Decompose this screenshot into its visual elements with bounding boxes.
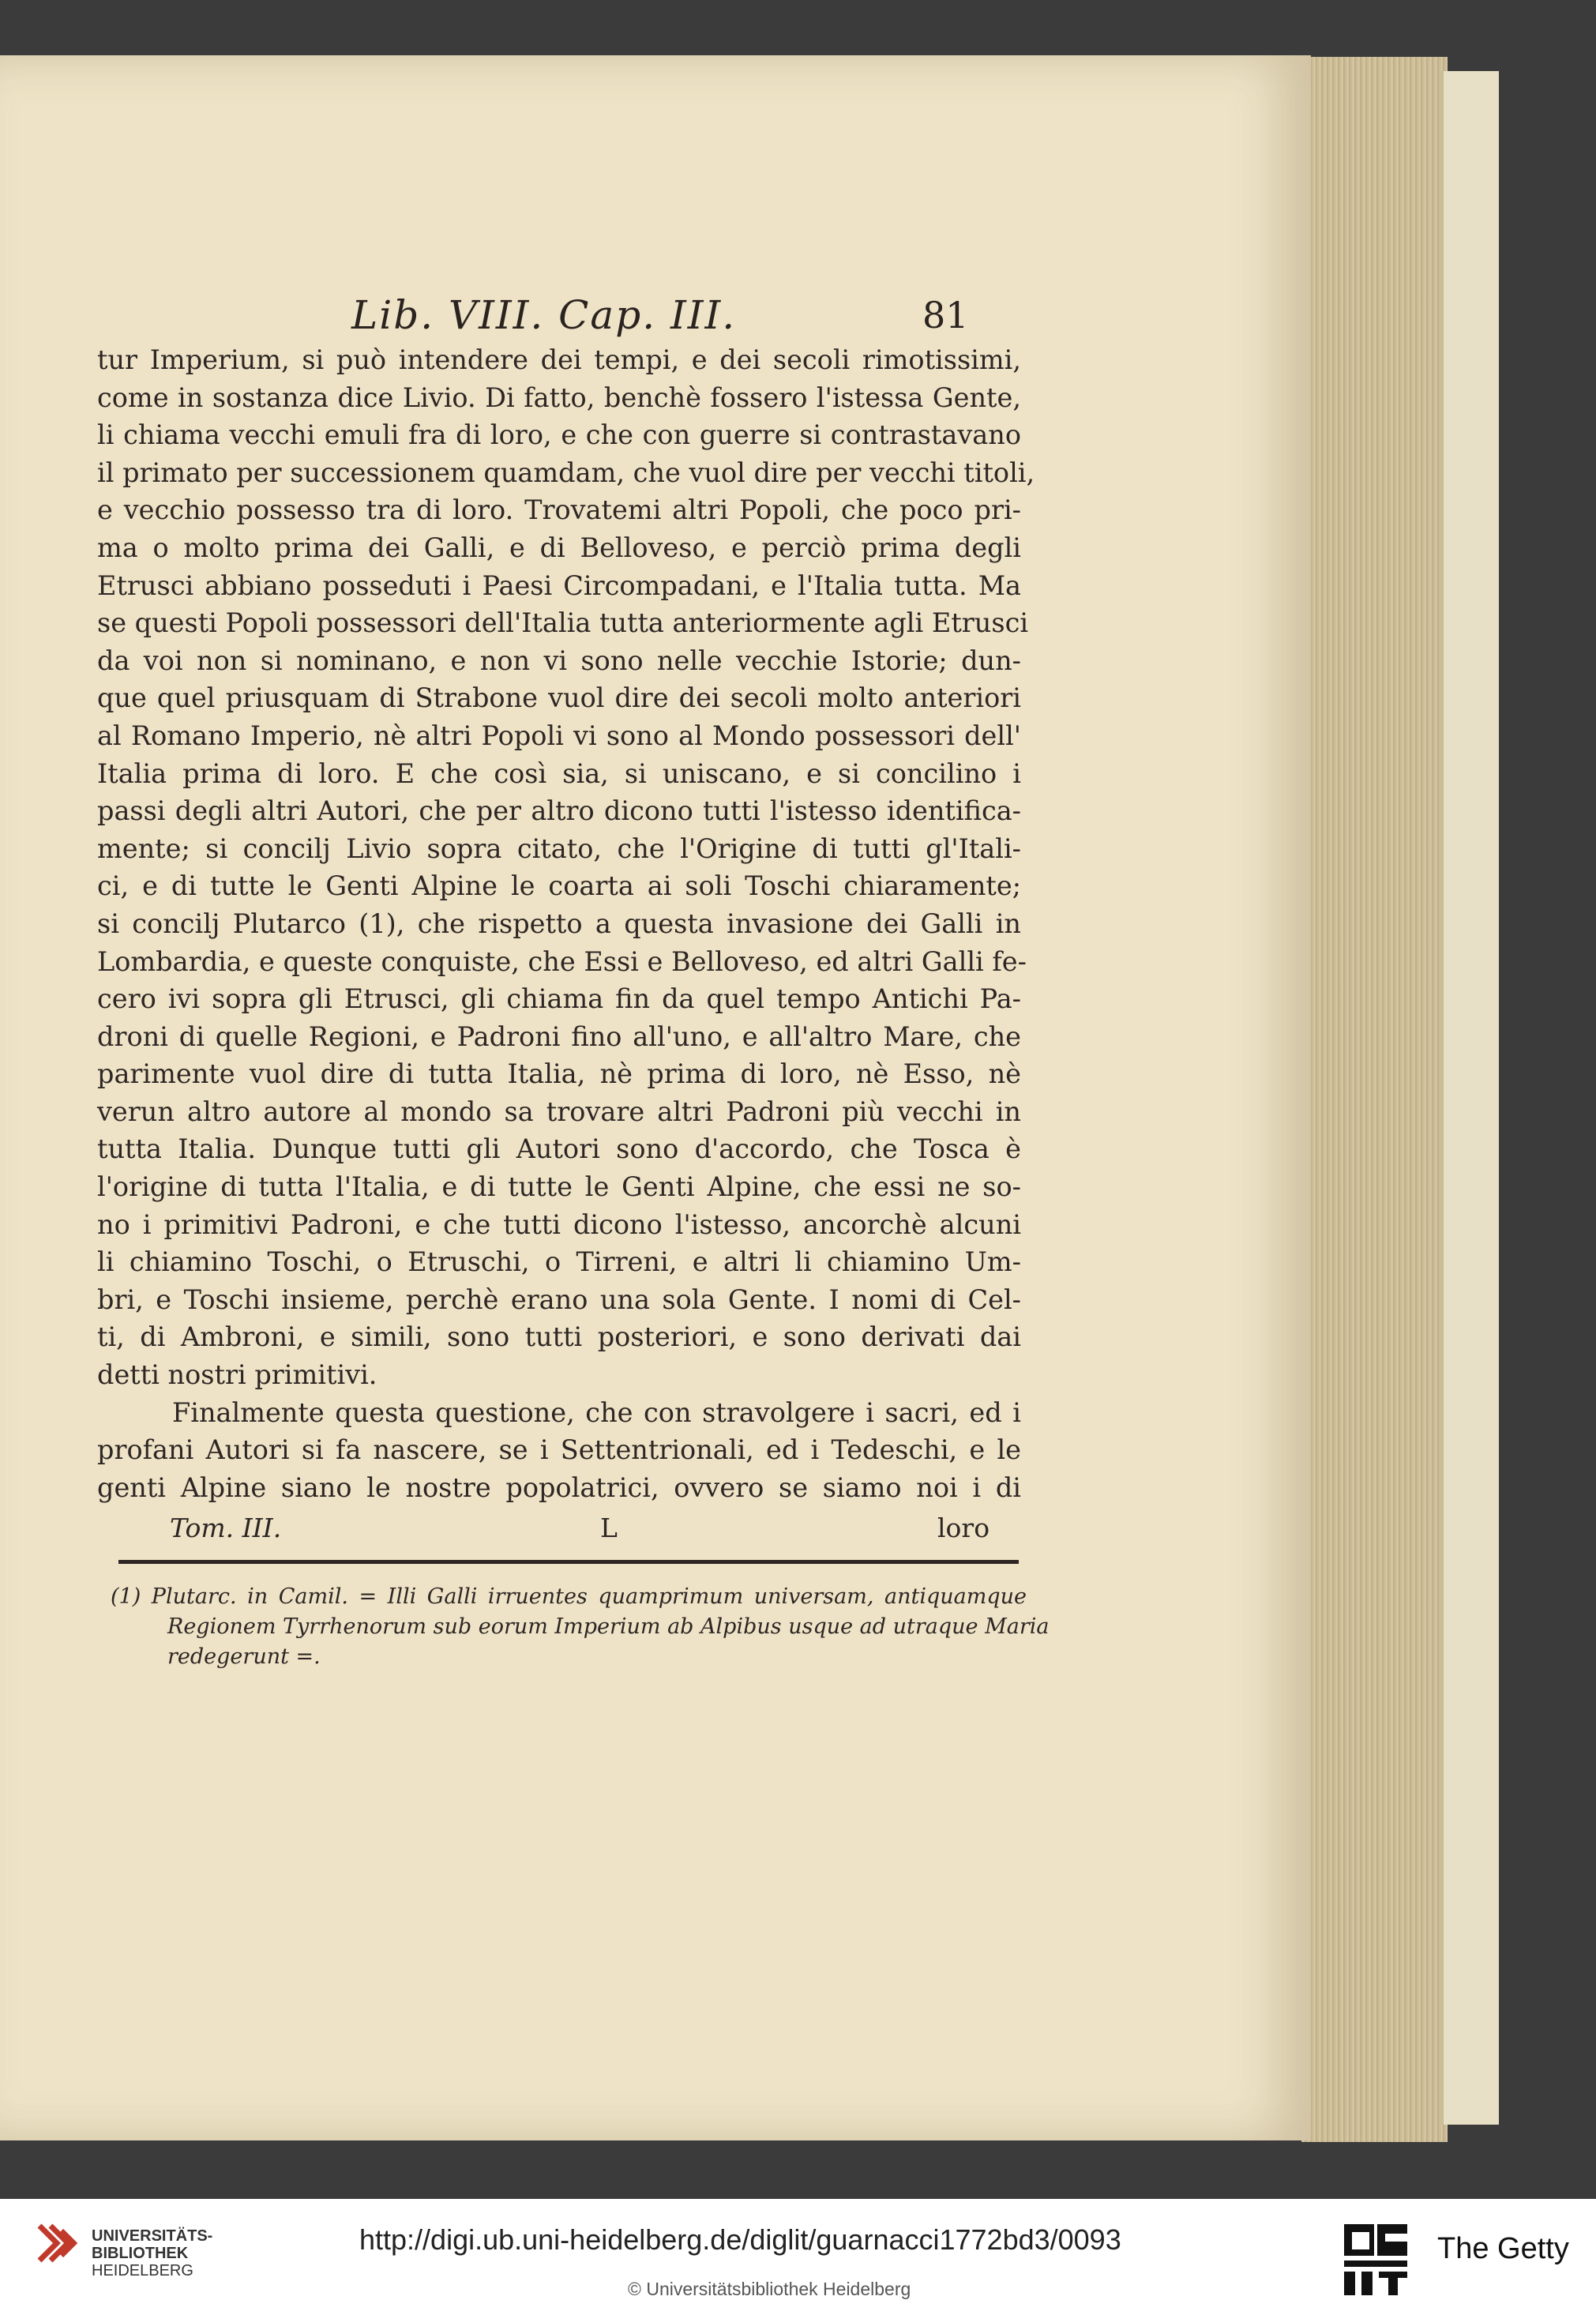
text-line: li chiama vecchi emuli fra di loro, e che con guerre si contrastavano bbox=[97, 419, 1021, 451]
text-line: da voi non si nominano, e non vi sono nelle vecchie Istorie; dun- bbox=[97, 645, 1021, 676]
text-line: bri, e Toschi insieme, perchè erano una sola Gente. I nomi di Cel- bbox=[97, 1283, 1021, 1315]
text-line: al Romano Imperio, nè altri Popoli vi sono al Mondo possessori dell' bbox=[97, 720, 1021, 751]
book-cover-board bbox=[1441, 71, 1499, 2125]
text-line: Italia prima di loro. E che così sia, si uniscano, e si concilino i bbox=[97, 757, 1021, 789]
footnote-line: Regionem Tyrrhenorum sub eorum Imperium ab Alpibus usque ad utraque Maria bbox=[167, 1614, 1050, 1639]
text-line: que quel priusquam di Strabone vuol dire dei secoli molto anteriori bbox=[97, 682, 1021, 714]
text-line: tur Imperium, si può intendere dei tempi, e dei secoli rimotissimi, bbox=[97, 344, 1021, 375]
text-line: genti Alpine siano le nostre popolatrici, ovvero se siamo noi i di bbox=[97, 1471, 1021, 1503]
text-line: detti nostri primitivi. bbox=[97, 1359, 377, 1391]
text-line: Finalmente questa questione, che con stravolgere i sacri, ed i bbox=[172, 1396, 1021, 1428]
text-line: il primato per successionem quamdam, che vuol dire per vecchi titoli, bbox=[97, 457, 1035, 488]
text-line: Etrusci abbiano posseduti i Paesi Circompadani, e l'Italia tutta. Ma bbox=[97, 569, 1021, 601]
footnote-line: redegerunt =. bbox=[167, 1644, 321, 1669]
getty-name: The Getty bbox=[1437, 2232, 1569, 2265]
signature-mark: L bbox=[600, 1513, 618, 1543]
source-url-link[interactable]: http://digi.ub.uni-heidelberg.de/diglit/guarnacci1772bd3/0093 bbox=[359, 2223, 1121, 2256]
institution-line: HEIDELBERG bbox=[92, 2262, 193, 2279]
text-line: profani Autori si fa nascere, se i Settentrionali, ed i Tedeschi, e le bbox=[97, 1434, 1021, 1466]
text-line: e vecchio possesso tra di loro. Trovatemi altri Popoli, che poco pri- bbox=[97, 494, 1021, 526]
institution-line: BIBLIOTHEK bbox=[92, 2245, 189, 2262]
page-number: 81 bbox=[922, 294, 969, 336]
university-logo-icon bbox=[33, 2221, 82, 2270]
footnote-rule bbox=[118, 1560, 1019, 1564]
running-head: Lib. VIII. Cap. III. bbox=[351, 292, 737, 338]
getty-logo-icon bbox=[1343, 2221, 1412, 2300]
copyright-notice: © Universitätsbibliothek Heidelberg bbox=[628, 2279, 911, 2299]
text-line: parimente vuol dire di tutta Italia, nè prima di loro, nè Esso, nè bbox=[97, 1058, 1021, 1090]
institution-name bbox=[92, 2227, 212, 2279]
catchword: loro bbox=[937, 1513, 990, 1543]
text-line: come in sostanza dice Livio. Di fatto, benchè fossero l'istessa Gente, bbox=[97, 381, 1021, 413]
volume-signature: Tom. III. bbox=[170, 1513, 282, 1543]
text-line: li chiamino Toschi, o Etruschi, o Tirreni, e altri li chiamino Um- bbox=[97, 1246, 1021, 1278]
text-line: verun altro autore al mondo sa trovare altri Padroni più vecchi in bbox=[97, 1095, 1021, 1127]
text-line: Lombardia, e queste conquiste, che Essi e Belloveso, ed altri Galli fe- bbox=[97, 945, 1027, 977]
text-line: mente; si concilj Livio sopra citato, che l'Origine di tutti gl'Itali- bbox=[97, 832, 1021, 864]
text-line: si concilj Plutarco (1), che rispetto a questa invasione dei Galli in bbox=[97, 908, 1021, 939]
text-line: ti, di Ambroni, e simili, sono tutti posteriori, e sono derivati dai bbox=[97, 1321, 1021, 1353]
text-line: passi degli altri Autori, che per altro dicono tutti l'istesso identifica- bbox=[97, 795, 1021, 827]
text-line: ci, e di tutte le Genti Alpine le coarta ai soli Toschi chiaramente; bbox=[97, 870, 1021, 902]
text-line: ma o molto prima dei Galli, e di Belloveso, e perciò prima degli bbox=[97, 532, 1021, 563]
footnote bbox=[111, 1582, 1050, 1672]
page-edges bbox=[1301, 57, 1448, 2142]
body-text bbox=[97, 341, 1035, 1506]
text-line: no i primitivi Padroni, e che tutti dicono l'istesso, ancorchè alcuni bbox=[97, 1208, 1021, 1240]
institution-line: UNIVERSITÄTS- bbox=[92, 2227, 213, 2245]
text-line: cero ivi sopra gli Etrusci, gli chiama fin da quel tempo Antichi Pa- bbox=[97, 983, 1021, 1015]
footnote-line: (1) Plutarc. in Camil. = Illi Galli irruentes quamprimum universam, antiquamque bbox=[111, 1584, 1027, 1609]
text-line: tutta Italia. Dunque tutti gli Autori sono d'accordo, che Tosca è bbox=[97, 1133, 1021, 1165]
text-line: droni di quelle Regioni, e Padroni fino all'uno, e all'altro Mare, che bbox=[97, 1020, 1021, 1052]
text-line: l'origine di tutta l'Italia, e di tutte le Genti Alpine, che essi ne so- bbox=[97, 1171, 1021, 1203]
text-line: se questi Popoli possessori dell'Italia tutta anteriormente agli Etrusci bbox=[97, 607, 1029, 639]
